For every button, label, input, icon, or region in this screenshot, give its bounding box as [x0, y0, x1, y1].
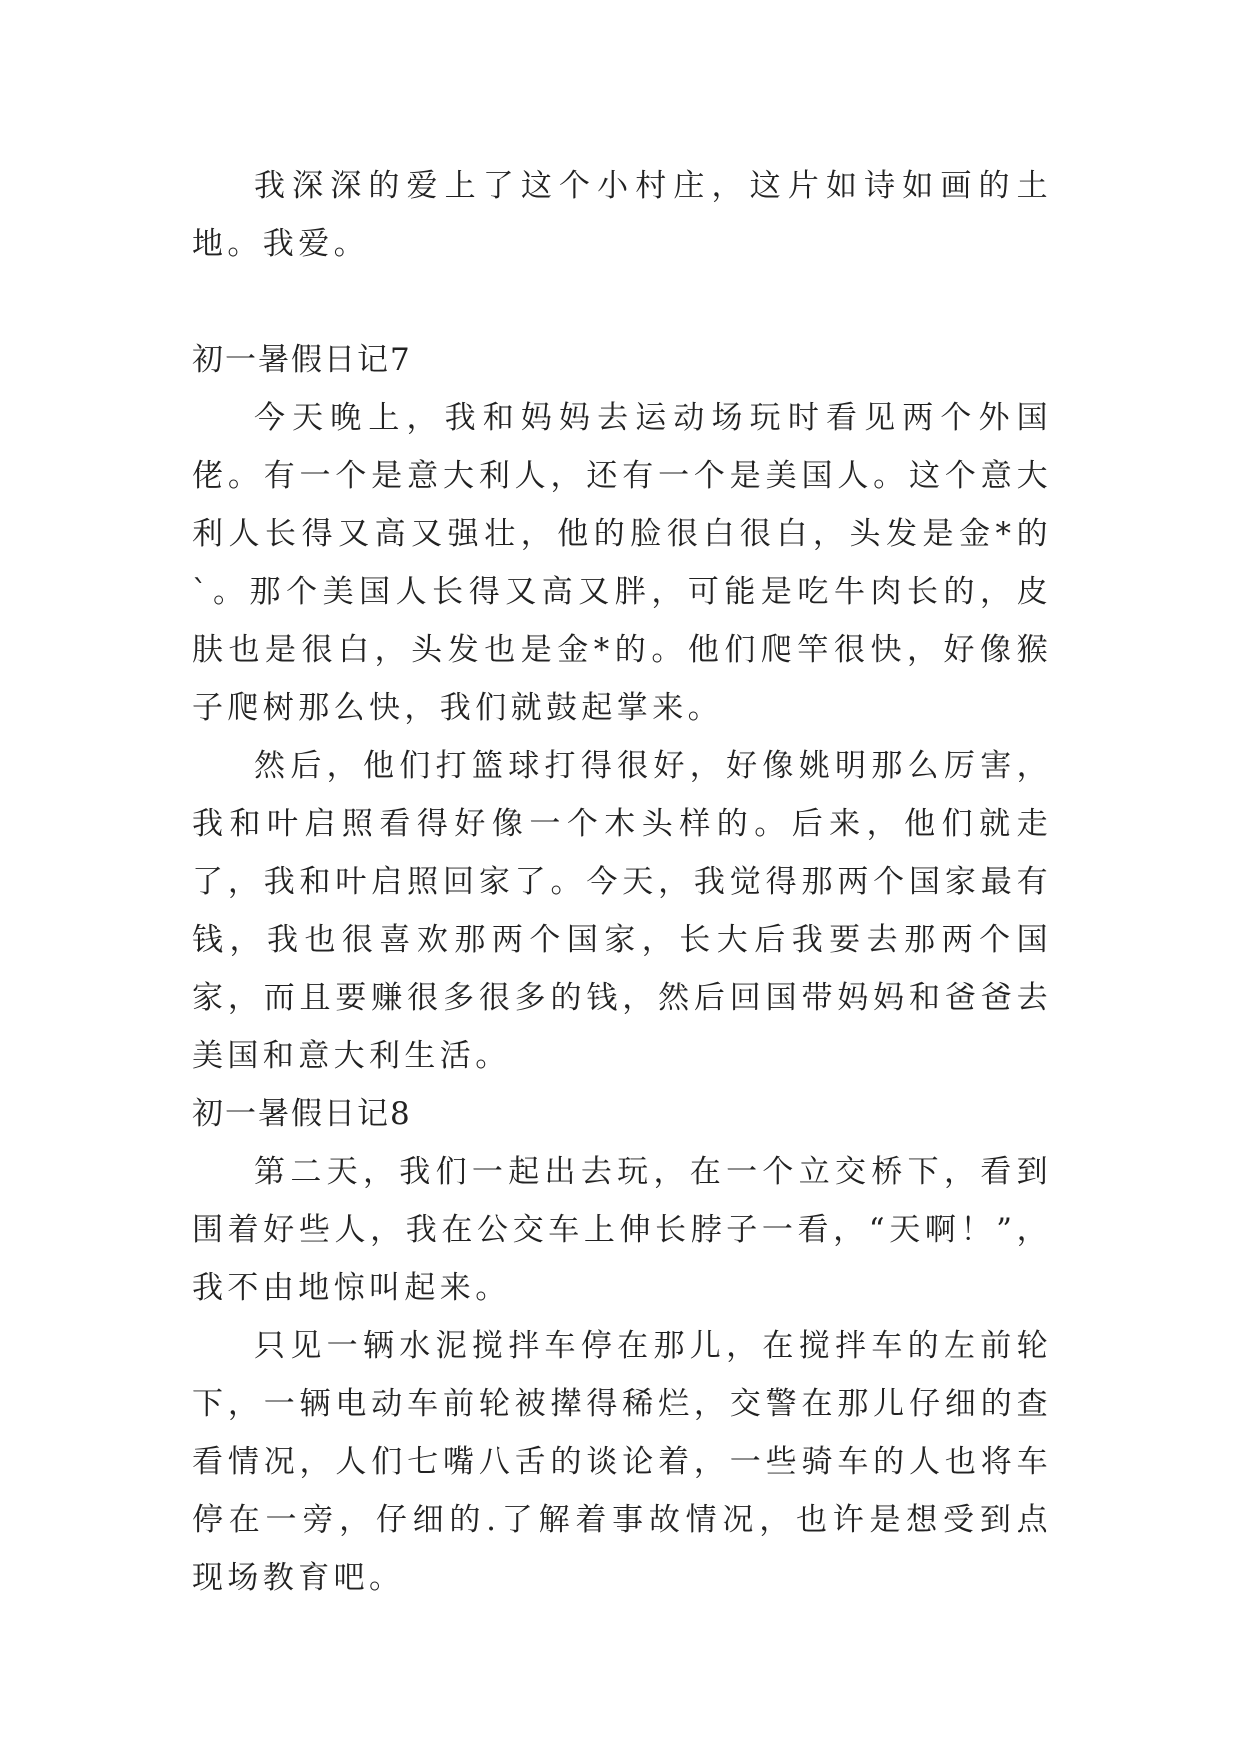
entry-heading-7: 初一暑假日记7 — [192, 342, 412, 378]
entry-7-paragraph-2 — [192, 737, 1052, 1085]
entry-7-paragraph-1 — [192, 389, 1052, 737]
entry-heading-8: 初一暑假日记8 — [192, 1096, 412, 1132]
entry-8-paragraph-2 — [192, 1317, 1052, 1607]
paragraph: 我深深的爱上了这个小村庄，这片如诗如画的土地。我爱。 — [192, 168, 1052, 262]
paragraph: 今天晚上，我和妈妈去运动场玩时看见两个外国佬。有一个是意大利人，还有一个是美国人。这个意大利人长得又高又强壮，他的脸很白很白，头发是金*的`。那个美国人长得又高又胖，可能是吃牛肉长的，皮肤也是很白，头发也是金*的。他们爬竿很快，好像猴子爬树那么快，我们就鼓起掌来。 — [192, 400, 1052, 726]
paragraph-intro — [192, 157, 1052, 273]
paragraph: 然后，他们打篮球打得很好，好像姚明那么厉害，我和叶启照看得好像一个木头样的。后来，他们就走了，我和叶启照回家了。今天，我觉得那两个国家最有钱，我也很喜欢那两个国家，长大后我要去那两个国家，而且要赚很多很多的钱，然后回国带妈妈和爸爸去美国和意大利生活。 — [192, 748, 1052, 1074]
entry-8-paragraph-1 — [192, 1143, 1052, 1317]
paragraph: 第二天，我们一起出去玩，在一个立交桥下，看到围着好些人，我在公交车上伸长脖子一看，“天啊！”，我不由地惊叫起来。 — [192, 1154, 1052, 1306]
paragraph: 只见一辆水泥搅拌车停在那儿，在搅拌车的左前轮下，一辆电动车前轮被撵得稀烂，交警在那儿仔细的查看情况，人们七嘴八舌的谈论着，一些骑车的人也将车停在一旁，仔细的.了解着事故情况，也许是想受到点现场教育吧。 — [192, 1328, 1052, 1596]
